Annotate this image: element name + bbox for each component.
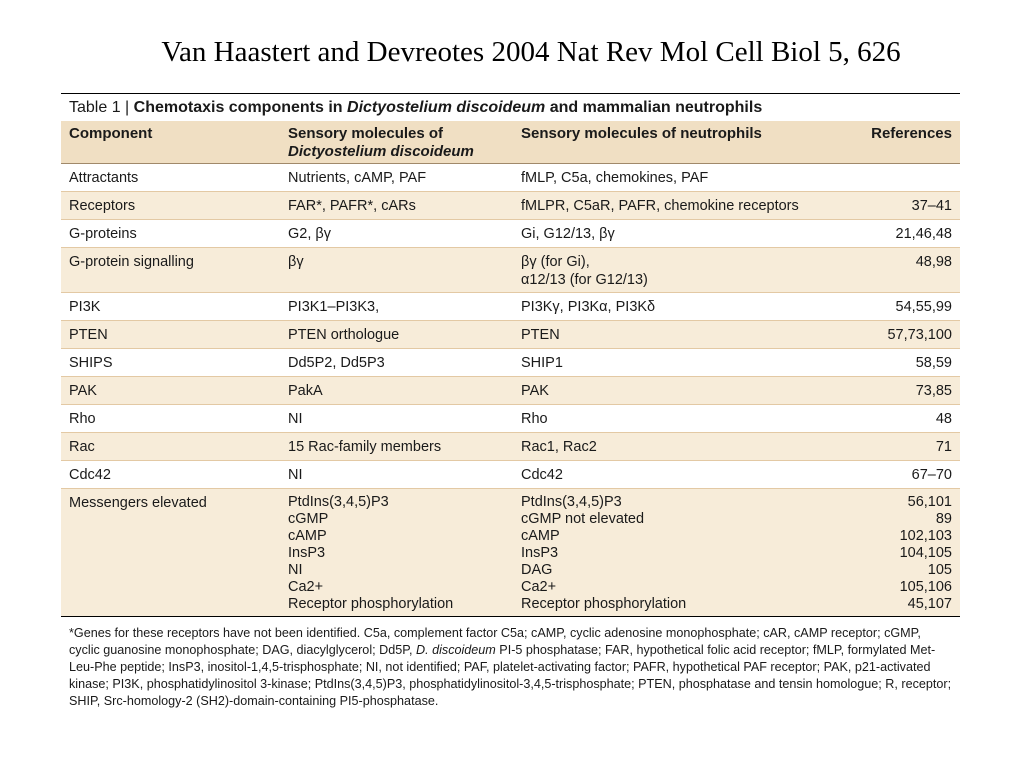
cell-refs: 54,55,99 (835, 293, 960, 321)
messenger-neutro-item: Ca2+ (521, 579, 557, 595)
table-row (61, 192, 960, 220)
table-row (61, 220, 960, 248)
cell-neutro: Rho (513, 405, 835, 433)
messenger-dicty-item: NI (288, 562, 303, 578)
header-component: Component (61, 121, 280, 164)
cell-neutro: SHIP1 (513, 349, 835, 377)
messenger-ref-item: 105 (927, 562, 952, 578)
header-dicty (280, 121, 513, 164)
cell-dicty: G2, βγ (280, 220, 513, 248)
header-neutrophils: Sensory molecules of neutrophils (513, 121, 835, 164)
table-row-messengers (61, 489, 960, 617)
messenger-dicty-item: cAMP (288, 528, 327, 544)
cell-refs: 73,85 (835, 377, 960, 405)
messenger-ref-item: 45,107 (907, 596, 952, 612)
table-footnote (61, 617, 960, 710)
table-row (61, 248, 960, 293)
table-row (61, 377, 960, 405)
cell-neutro: fMLPR, C5aR, PAFR, chemokine receptors (513, 192, 835, 220)
slide-title: Van Haastert and Devreotes 2004 Nat Rev Mol Cell Biol 5, 626 (161, 36, 901, 68)
header-dicty-line2: Dictyostelium discoideum (288, 143, 474, 160)
cell-component: Rac (61, 433, 280, 461)
messenger-dicty-item: PtdIns(3,4,5)P3 (288, 494, 389, 510)
table-title-a: Chemotaxis components in (133, 99, 348, 116)
table-title-c: and mammalian neutrophils (545, 99, 763, 116)
cell-neutro-line1: βγ (for Gi), (521, 254, 590, 270)
messenger-ref-item: 105,106 (899, 579, 952, 595)
cell-neutro: Gi, G12/13, βγ (513, 220, 835, 248)
cell-dicty: FAR*, PAFR*, cARs (280, 192, 513, 220)
cell-dicty: Dd5P2, Dd5P3 (280, 349, 513, 377)
header-dicty-line1: Sensory molecules of (288, 125, 444, 142)
messenger-neutro-item: DAG (521, 562, 553, 578)
chemotaxis-table (61, 93, 960, 710)
cell-component: G-proteins (61, 220, 280, 248)
cell-refs: 21,46,48 (835, 220, 960, 248)
cell-neutro (513, 248, 835, 293)
cell-component: PI3K (61, 293, 280, 321)
cell-dicty: 15 Rac-family members (280, 433, 513, 461)
cell-neutro: Rac1, Rac2 (513, 433, 835, 461)
cell-component: Receptors (61, 192, 280, 220)
table-row (61, 461, 960, 489)
cell-refs: 37–41 (835, 192, 960, 220)
cell-refs (835, 164, 960, 192)
table-row (61, 433, 960, 461)
cell-component: Cdc42 (61, 461, 280, 489)
cell-dicty: Nutrients, cAMP, PAF (280, 164, 513, 192)
cell-component: SHIPS (61, 349, 280, 377)
cell-neutro: fMLP, C5a, chemokines, PAF (513, 164, 835, 192)
cell-neutro: PTEN (513, 321, 835, 349)
cell-neutro: PI3Kγ, PI3Kα, PI3Kδ (513, 293, 835, 321)
cell-neutro: Cdc42 (513, 461, 835, 489)
footnote-part1: *Genes for these receptors have not been identified. C5a, complement factor C5a; cAMP, cyclic adenosine monophosphate; cAR, cAMP receptor; cGMP, cyclic guanosine monophosphate; DAG, diacylglycerol; Dd5P, (69, 626, 921, 657)
cell-refs: 58,59 (835, 349, 960, 377)
cell-neutro-line2: α12/13 (for G12/13) (521, 272, 648, 288)
messenger-dicty-item: cGMP (288, 511, 329, 527)
cell-component: PAK (61, 377, 280, 405)
footnote-part3: PI-5 phosphatase; FAR, hypothetical folic acid receptor; fMLP, formylated Met-Leu-Phe peptide; InsP3, inositol-1,4,5-trisphosphate; NI, not identified; PAF, platelet-activating factor; PAFR, hypothetical PAF receptor; PAK, p21-activated kinase; PI3K, phosphatidylinositol 3-kinase; PtdIns(3,4,5)P3, phosphatidylinositol-3,4,5-trisphosphate; PTEN, phosphatase and tensin homologue; R, receptor; SHIP, Src-homology-2 (SH2)-domain-containing PI5-phosphatase. (69, 643, 952, 708)
cell-component: Messengers elevated (61, 489, 280, 617)
messenger-ref-item: 102,103 (899, 528, 952, 544)
cell-neutro-list (513, 489, 835, 617)
cell-dicty: PTEN orthologue (280, 321, 513, 349)
table-row (61, 349, 960, 377)
table-row (61, 405, 960, 433)
messenger-dicty-item: Ca2+ (288, 579, 324, 595)
cell-refs-list (835, 489, 960, 617)
cell-component: PTEN (61, 321, 280, 349)
table-caption (61, 94, 960, 121)
messenger-neutro-item: InsP3 (521, 545, 559, 561)
cell-neutro: PAK (513, 377, 835, 405)
cell-dicty: PI3K1–PI3K3, (280, 293, 513, 321)
cell-dicty: βγ (280, 248, 513, 293)
messenger-neutro-item: cGMP not elevated (521, 511, 645, 527)
cell-refs: 71 (835, 433, 960, 461)
data-table (61, 121, 960, 616)
messenger-dicty-item: InsP3 (288, 545, 326, 561)
cell-dicty: NI (280, 461, 513, 489)
cell-dicty: PakA (280, 377, 513, 405)
cell-component: Attractants (61, 164, 280, 192)
table-label: Table 1 | (69, 99, 134, 116)
cell-component: G-protein signalling (61, 248, 280, 293)
cell-dicty: NI (280, 405, 513, 433)
cell-refs: 67–70 (835, 461, 960, 489)
messenger-ref-item: 89 (935, 511, 952, 527)
table-row (61, 321, 960, 349)
cell-refs: 48,98 (835, 248, 960, 293)
messenger-neutro-item: PtdIns(3,4,5)P3 (521, 494, 622, 510)
header-row (61, 121, 960, 164)
cell-refs: 57,73,100 (835, 321, 960, 349)
table-row (61, 164, 960, 192)
messenger-dicty-item: Receptor phosphorylation (288, 596, 454, 612)
table-row (61, 293, 960, 321)
messenger-neutro-item: cAMP (521, 528, 560, 544)
header-references: References (835, 121, 960, 164)
cell-refs: 48 (835, 405, 960, 433)
cell-dicty-list (280, 489, 513, 617)
table-title-b: Dictyostelium discoideum (347, 99, 546, 116)
cell-component: Rho (61, 405, 280, 433)
messenger-ref-item: 104,105 (899, 545, 952, 561)
footnote-part2: D. discoideum (416, 643, 496, 657)
messenger-ref-item: 56,101 (907, 494, 952, 510)
messenger-neutro-item: Receptor phosphorylation (521, 596, 687, 612)
